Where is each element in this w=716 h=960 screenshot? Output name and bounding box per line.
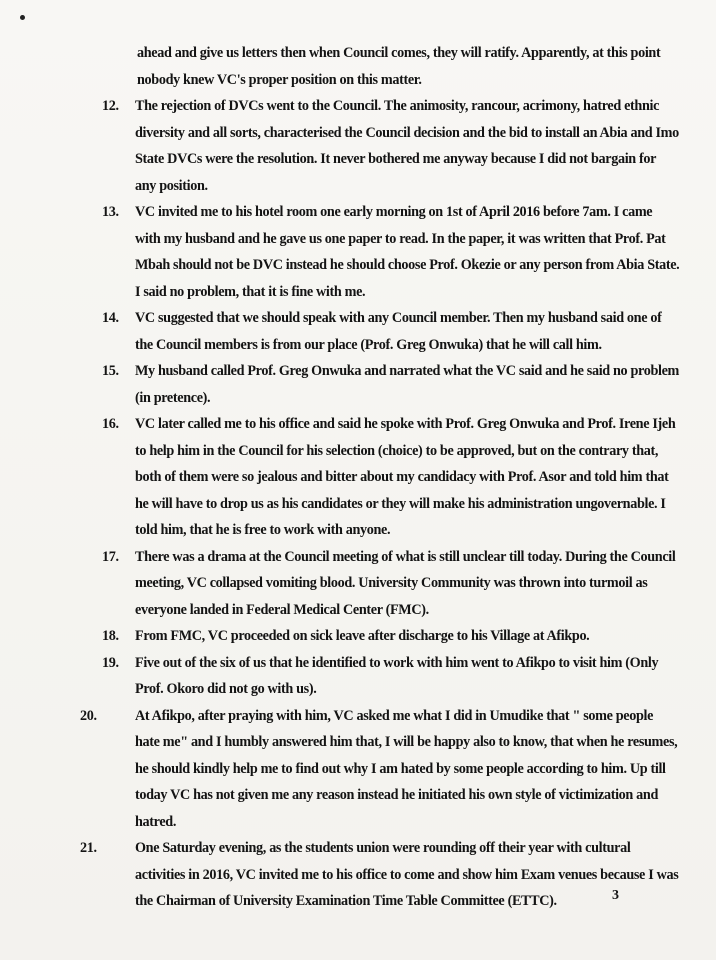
bullet-dot bbox=[20, 15, 25, 20]
list-item bbox=[80, 411, 680, 544]
list-item bbox=[80, 358, 680, 411]
item-number: 12. bbox=[102, 98, 119, 114]
list-item bbox=[80, 650, 680, 703]
list-item bbox=[80, 199, 680, 305]
item-number: 19. bbox=[102, 654, 119, 671]
item-number: 16. bbox=[102, 416, 119, 432]
item-number: 13. bbox=[102, 204, 119, 220]
item-text: At Afikpo, after praying with him, VC asked me what I did in Umudike that " some people hate me" and I humbly answered him that, I will be happy also to know, that when he resumes, he should kindly help me to find out why I am hated by some people according to him. Up till today VC has not given me any reason instead he initiated his own style of victimization and hatred. bbox=[135, 707, 678, 830]
document-body bbox=[80, 40, 680, 915]
item-number: 21. bbox=[80, 840, 97, 856]
item-number: 15. bbox=[102, 363, 119, 379]
item-number: 14. bbox=[102, 310, 119, 326]
continuation-paragraph: ahead and give us letters then when Council comes, they will ratify. Apparently, at this point nobody knew VC's proper position on this matter. bbox=[137, 45, 661, 88]
item-text: VC later called me to his office and said he spoke with Prof. Greg Onwuka and Prof. Irene Ijeh to help him in the Council for his selection (choice) to be approved, but on the contrary that, both of them were so jealous and bitter about my candidacy with Prof. Asor and told him that he will have to drop us as his candidates or they will make his administration ungovernable. I told him, that he is free to work with anyone. bbox=[135, 416, 676, 538]
item-text: VC suggested that we should speak with any Council member. Then my husband said one of the Council members is from our place (Prof. Greg Onwuka) that he will call him. bbox=[135, 310, 662, 353]
item-text: There was a drama at the Council meeting of what is still unclear till today. During the Council meeting, VC collapsed vomiting blood. University Community was thrown into turmoil as everyone landed in Federal Medical Center (FMC). bbox=[135, 548, 676, 618]
list-item bbox=[80, 305, 680, 358]
item-text: From FMC, VC proceeded on sick leave after discharge to his Village at Afikpo. bbox=[135, 628, 590, 644]
item-text: My husband called Prof. Greg Onwuka and narrated what the VC said and he said no problem (in pretence). bbox=[135, 363, 680, 406]
item-number: 18. bbox=[102, 628, 119, 644]
item-text: VC invited me to his hotel room one early morning on 1st of April 2016 before 7am. I came with my husband and he gave us one paper to read. In the paper, it was written that Prof. Pat Mbah should not be DVC instead he should choose Prof. Okezie or any person from Abia State. I said no problem, that it is fine with me. bbox=[135, 204, 680, 300]
item-number: 20. bbox=[80, 707, 97, 724]
list-item bbox=[80, 703, 680, 836]
list-item bbox=[80, 544, 680, 624]
item-number: 17. bbox=[102, 548, 119, 565]
item-text: The rejection of DVCs went to the Council. The animosity, rancour, acrimony, hatred ethnic diversity and all sorts, characterised the Council decision and the bid to install an Abia and Imo State DVCs were the resolution. It never bothered me anyway because I did not bargain for any position. bbox=[135, 98, 679, 194]
item-text: One Saturday evening, as the students union were rounding off their year with cultural activities in 2016, VC invited me to his office to come and show him Exam venues because I was the Chairman of University Examination Time Table Committee (ETTC). bbox=[135, 840, 679, 909]
list-item bbox=[80, 835, 680, 915]
item-text: Five out of the six of us that he identified to work with him went to Afikpo to visit him (Only Prof. Okoro did not go with us). bbox=[135, 654, 659, 697]
page-number: 3 bbox=[612, 888, 619, 903]
list-item bbox=[80, 93, 680, 199]
list-item bbox=[80, 623, 680, 650]
